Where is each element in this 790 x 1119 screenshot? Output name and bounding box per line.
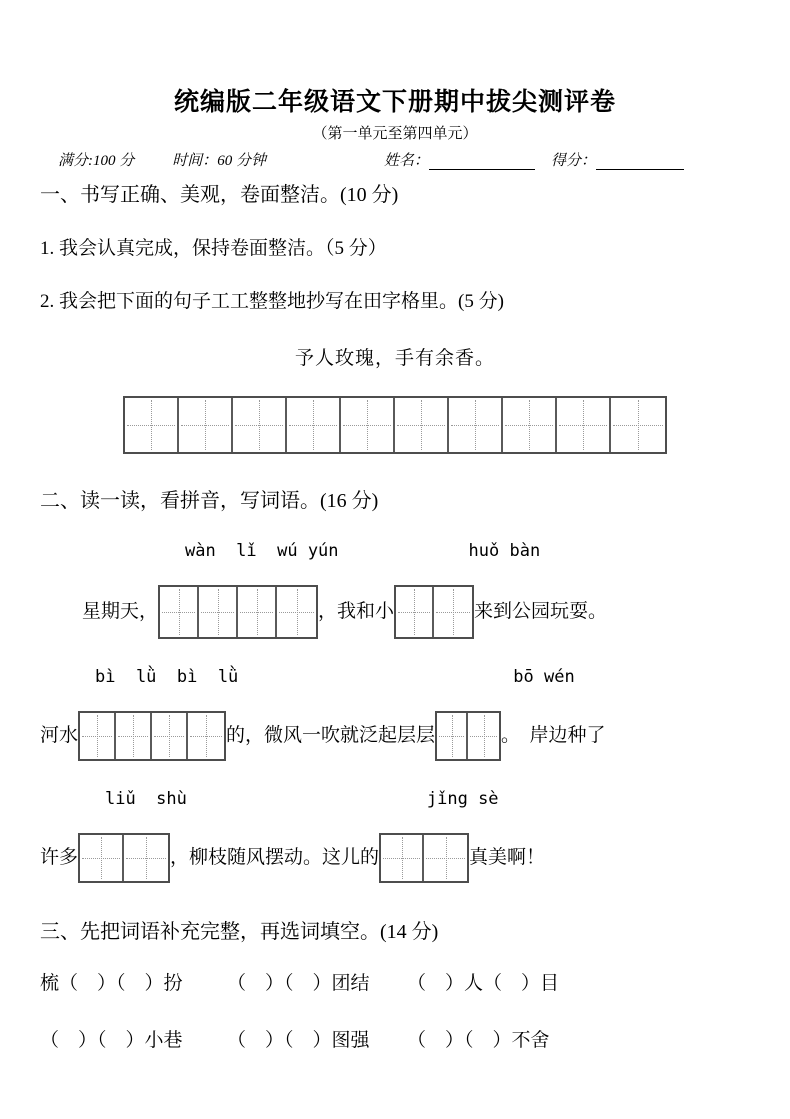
pinyin-bilubilu: bì lǜ bì lǜ xyxy=(95,667,239,687)
tianzige-answer-grid[interactable] xyxy=(158,585,318,639)
tianzige-answer-grid[interactable] xyxy=(394,585,474,639)
copy-grid-wrapper xyxy=(40,370,750,454)
sentence-1-post: 来到公园玩耍。 xyxy=(474,600,608,622)
sentence-row-3 xyxy=(40,833,750,883)
pinyin-row-2 xyxy=(40,667,750,687)
name-blank-field[interactable] xyxy=(429,154,535,170)
word-completion-row-1 xyxy=(40,968,750,995)
tianzige-cell[interactable] xyxy=(188,713,224,759)
tianzige-cell[interactable] xyxy=(468,713,499,759)
word-blank-group[interactable]: （ ）（ ）小巷 xyxy=(40,1030,183,1051)
page-subtitle: （第一单元至第四单元） xyxy=(312,126,478,142)
tianzige-cell[interactable] xyxy=(503,398,557,452)
word-blank-group[interactable]: （ ）（ ）团结 xyxy=(227,973,370,994)
section-3-heading: 三、先把词语补充完整，再选词填空。(14 分) xyxy=(40,921,439,943)
section-1-item-1: 1. 我会认真完成，保持卷面整洁。（5 分） xyxy=(40,238,387,259)
word-completion-row-2 xyxy=(40,1025,750,1052)
section-1-item-2: 2. 我会把下面的句子工工整整地抄写在田字格里。(5 分) xyxy=(40,291,504,312)
page-title: 统编版二年级语文下册期中拔尖测评卷 xyxy=(173,89,616,116)
tianzige-answer-grid[interactable] xyxy=(78,833,170,883)
copy-sentence: 予人玫瑰，手有余香。 xyxy=(294,348,495,369)
sentence-1-pre: 星期天， xyxy=(82,600,159,622)
time-label: 时间：60 分钟 xyxy=(172,153,267,169)
pinyin-jingse: jǐng sè xyxy=(426,789,499,809)
score-label: 得分： xyxy=(551,153,597,169)
tianzige-cell[interactable] xyxy=(233,398,287,452)
word-blank-group[interactable]: （ ）人（ ）目 xyxy=(407,973,560,994)
tianzige-cell[interactable] xyxy=(80,835,124,881)
tianzige-cell[interactable] xyxy=(287,398,341,452)
tianzige-cell[interactable] xyxy=(396,587,434,637)
sentence-2-post: 。 岸边种了 xyxy=(501,724,606,746)
tianzige-cell[interactable] xyxy=(199,587,238,637)
tianzige-cell[interactable] xyxy=(160,587,199,637)
sentence-3-pre: 许多 xyxy=(40,846,79,868)
pinyin-wanliwuyun: wàn lǐ wú yún xyxy=(185,541,339,561)
sentence-1-mid: ，我和小 xyxy=(318,600,395,622)
pinyin-bowen: bō wén xyxy=(513,667,575,687)
pinyin-row-3 xyxy=(40,789,750,809)
tianzige-cell[interactable] xyxy=(152,713,188,759)
tianzige-cell[interactable] xyxy=(381,835,424,881)
tianzige-answer-grid[interactable] xyxy=(435,711,501,761)
word-blank-group[interactable]: 梳（ ）（ ）扮 xyxy=(40,973,183,994)
tianzige-cell[interactable] xyxy=(238,587,277,637)
pinyin-liushu: liǔ shù xyxy=(105,789,187,809)
sentence-row-1 xyxy=(82,585,750,639)
sentence-2-pre: 河水 xyxy=(40,724,79,746)
tianzige-cell[interactable] xyxy=(341,398,395,452)
tianzige-cell[interactable] xyxy=(437,713,468,759)
tianzige-cell[interactable] xyxy=(125,398,179,452)
tianzige-cell[interactable] xyxy=(611,398,665,452)
tianzige-cell[interactable] xyxy=(395,398,449,452)
tianzige-answer-grid[interactable] xyxy=(379,833,469,883)
tianzige-cell[interactable] xyxy=(557,398,611,452)
word-blank-group[interactable]: （ ）（ ）图强 xyxy=(227,1030,370,1051)
sentence-2-mid: 的，微风一吹就泛起层层 xyxy=(226,724,436,746)
section-1-heading: 一、书写正确、美观，卷面整洁。(10 分) xyxy=(40,184,399,206)
tianzige-answer-grid[interactable] xyxy=(78,711,226,761)
tianzige-cell[interactable] xyxy=(424,835,467,881)
full-score-label: 满分:100 分 xyxy=(58,153,135,169)
tianzige-cell[interactable] xyxy=(179,398,233,452)
sentence-3-post: 真美啊！ xyxy=(469,846,546,868)
tianzige-cell[interactable] xyxy=(124,835,168,881)
exam-info-line xyxy=(40,149,750,170)
section-2-heading: 二、读一读，看拼音，写词语。(16 分) xyxy=(40,490,379,512)
tianzige-cell[interactable] xyxy=(80,713,116,759)
pinyin-huoban: huǒ bàn xyxy=(468,541,541,561)
word-blank-group[interactable]: （ ）（ ）不舍 xyxy=(407,1030,550,1051)
sentence-row-2 xyxy=(40,711,750,761)
tianzige-cell[interactable] xyxy=(449,398,503,452)
tianzige-copy-grid[interactable] xyxy=(123,396,667,454)
tianzige-cell[interactable] xyxy=(116,713,152,759)
score-blank-field[interactable] xyxy=(596,154,684,170)
name-label: 姓名： xyxy=(384,153,430,169)
tianzige-cell[interactable] xyxy=(434,587,472,637)
tianzige-cell[interactable] xyxy=(277,587,316,637)
pinyin-row-1 xyxy=(40,541,750,561)
sentence-3-mid: ，柳枝随风摆动。这儿的 xyxy=(170,846,380,868)
